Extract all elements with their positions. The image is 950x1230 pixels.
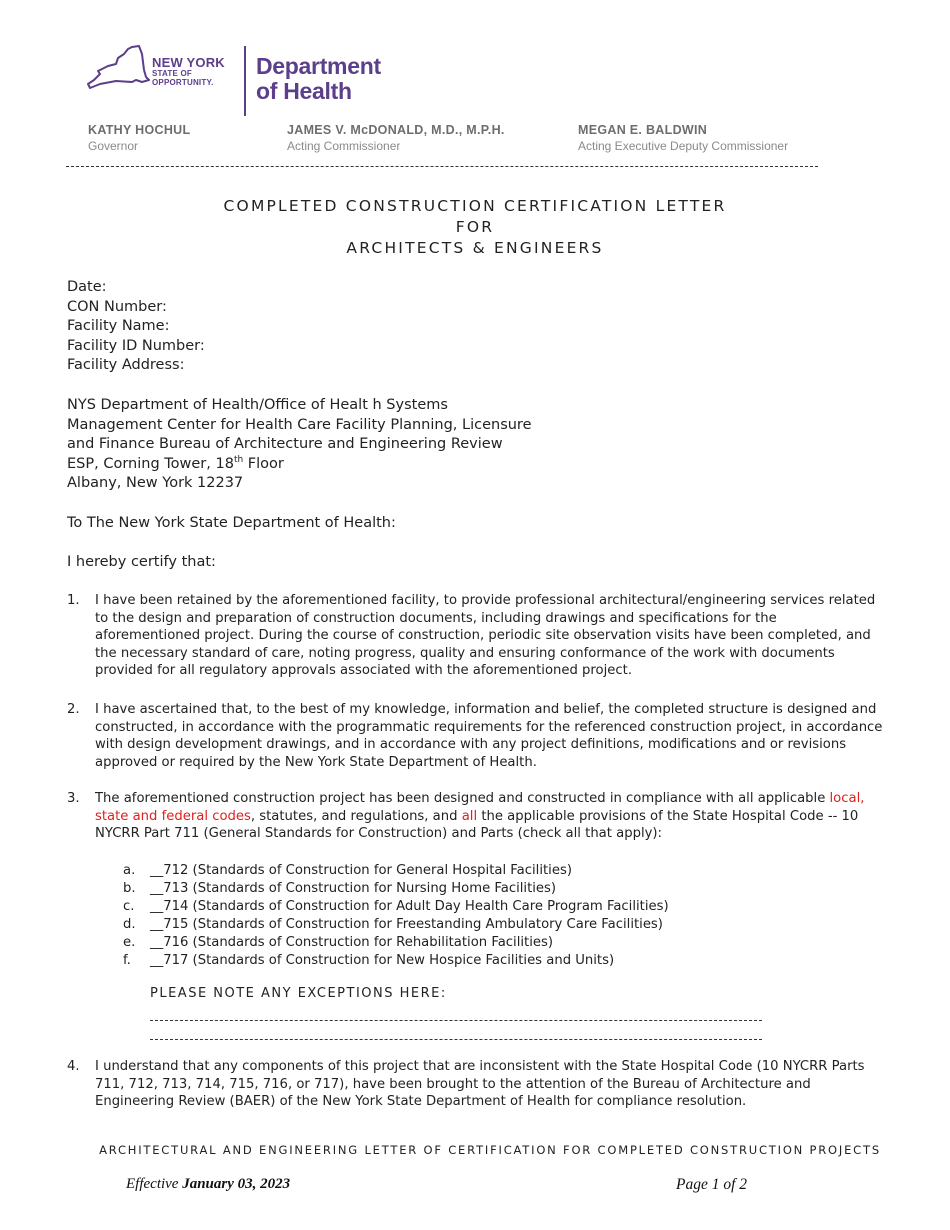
exceptions-line-2[interactable] (150, 1039, 762, 1040)
official-governor: KATHY HOCHUL Governor (88, 123, 191, 153)
nys-doh-logo (86, 44, 406, 116)
field-con-number: CON Number: (67, 298, 167, 315)
exceptions-line-1[interactable] (150, 1020, 762, 1021)
logo-divider (244, 46, 246, 116)
salutation: To The New York State Department of Health: (67, 515, 396, 531)
new-york-state-map-icon (86, 44, 150, 90)
highlight-all: all (461, 808, 478, 824)
page-number: Page 1 of 2 (676, 1176, 748, 1193)
field-date: Date: (67, 279, 107, 295)
certify-intro: I hereby certify that: (67, 554, 216, 570)
facility-fields (67, 278, 205, 376)
exceptions-label: PLEASE NOTE ANY EXCEPTIONS HERE: (150, 986, 447, 1001)
field-facility-address: Facility Address: (67, 357, 185, 373)
field-facility-id: Facility ID Number: (67, 337, 205, 354)
logo-state-text: NEW YORK STATE OF OPPORTUNITY. (152, 55, 225, 87)
document-title: COMPLETED CONSTRUCTION CERTIFICATION LETTER FOR ARCHITECTS & ENGINEERS (223, 197, 727, 257)
logo-department-name: Department of Health (256, 53, 381, 104)
highlight-codes: local, state and federal codes (95, 791, 865, 824)
header-divider (66, 166, 818, 167)
official-commissioner: JAMES V. McDONALD, M.D., M.P.H. Acting Commissioner (287, 123, 505, 153)
recipient-address: NYS Department of Health/Office of Healt h Systems Management Center for Health Care Facility Planning, Licensure and Finance Bureau of Architecture and Engineering Review ESP, Corning Tower, 18th Floor Albany, New York 12237 (67, 397, 532, 492)
officials-row (88, 122, 848, 158)
official-deputy-commissioner: MEGAN E. BALDWIN Acting Executive Deputy Commissioner (578, 123, 789, 153)
effective-date: Effective January 03, 2023 (126, 1176, 291, 1192)
footer-title: ARCHITECTURAL AND ENGINEERING LETTER OF CERTIFICATION FOR COMPLETED CONSTRUCTION PROJECTS (99, 1143, 881, 1157)
field-facility-name: Facility Name: (67, 318, 170, 334)
